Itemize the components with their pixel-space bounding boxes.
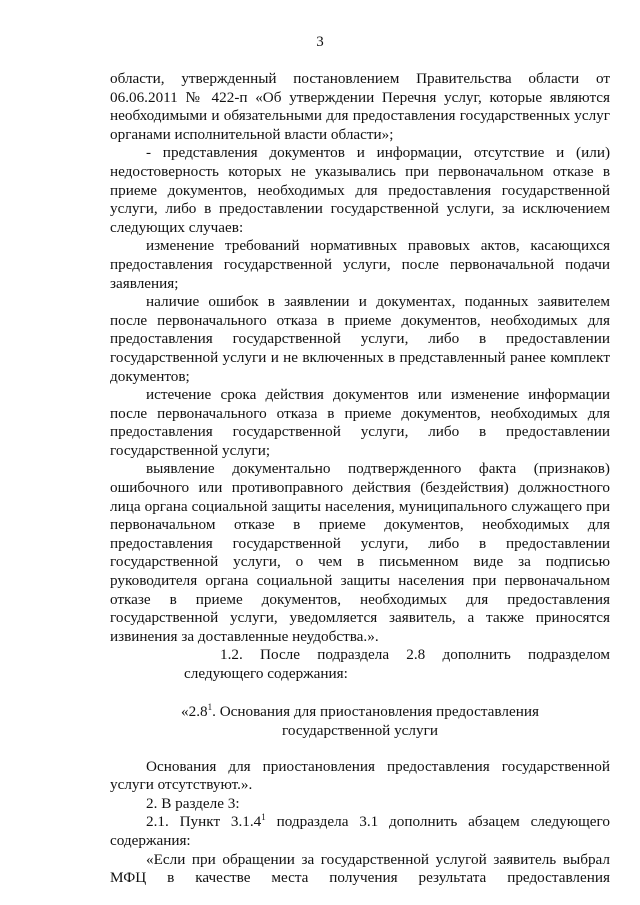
item-2-1-part-b: подраздела 3.1 дополнить абзацем следующего содержания:: [110, 813, 610, 849]
paragraph-exception-expiry: истечение срока действия документов или изменение информации после первоначального отказа в приеме документов, необходимых для предоставления государственной услуги, либо в предоставлении государственной услуги;: [110, 386, 610, 459]
document-body: [110, 70, 610, 888]
spacer: [110, 684, 610, 702]
paragraph-mfc-clause: «Если при обращении за государственной услугой заявитель выбрал МФЦ в качестве места получения результата предоставления: [110, 850, 610, 887]
paragraph-no-suspension: Основания для приостановления предоставления государственной услуги отсутствуют.».: [110, 757, 610, 794]
paragraph-exception-requirements-change: изменение требований нормативных правовых актов, касающихся предоставления государственной услуги, после первоначальной подачи заявления;: [110, 237, 610, 292]
paragraph-exception-official-error: выявление документально подтвержденного факта (признаков) ошибочного или противоправного действия (бездействия) должностного лица органа социальной защиты населения, муниципального служащего при первоначальном отказе в приеме документов, необходимых для предоставления государственной услуги, либо в предоставлении государственной услуги, о чем в письменном виде за подписью руководителя органа социальной защиты населения при первоначальном отказе в приеме документов, необходимых для предоставления государственной услуги, уведомляется заявитель, а также приносятся извинения за доставленные неудобства.».: [110, 460, 610, 645]
item-2-1-superscript: 1: [261, 812, 266, 823]
heading-superscript: 1: [207, 701, 213, 712]
paragraph-item-2-1: [110, 813, 610, 850]
page-number: 3: [316, 34, 324, 50]
paragraph-section-3: 2. В разделе 3:: [146, 794, 240, 812]
spacer: [110, 740, 610, 758]
paragraph-regulation-reference: области, утвержденный постановлением Правительства области от 06.06.2011 № 422-п «Об утверждении Перечня услуг, которые являются необходимыми и обязательными для предоставления государственных услуг органами исполнительной власти области»;: [110, 70, 610, 143]
heading-line1: . Основания для приостановления предоставления: [212, 702, 539, 720]
paragraph-documents-clause: - представления документов и информации, отсутствие и (или) недостоверность которых не указывались при первоначальном отказе в приеме документов, необходимых для предоставления государственной услуги, либо в предоставлении государственной услуги, за исключением следующих случаев:: [110, 144, 610, 236]
paragraph-exception-errors: наличие ошибок в заявлении и документах, поданных заявителем после первоначального отказа в приеме документов, необходимых для предоставления государственной услуги, либо в предоставлении государственной услуги и не включенных в представленный ранее комплект документов;: [110, 293, 610, 385]
item-2-1-part-a: 2.1. Пункт 3.1.4: [146, 813, 262, 831]
section-heading-2-8-1: [110, 702, 610, 740]
heading-prefix: «2.8: [181, 702, 208, 720]
heading-line2: государственной услуги: [282, 721, 438, 739]
paragraph-amendment-1-2: 1.2. После подраздела 2.8 дополнить подразделом следующего содержания:: [184, 646, 610, 682]
